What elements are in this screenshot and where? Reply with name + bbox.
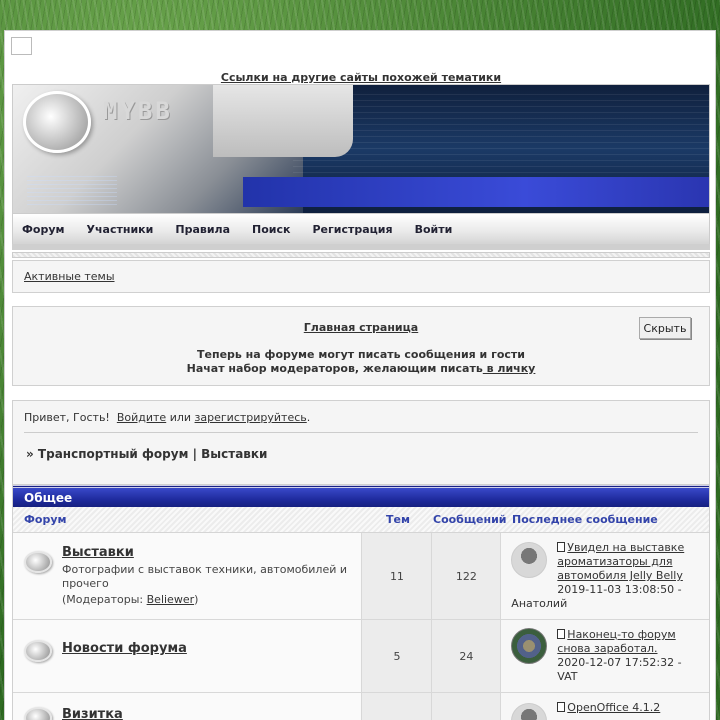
forum-row bbox=[13, 693, 709, 720]
nav-rules[interactable]: Правила bbox=[175, 222, 231, 236]
announcement-line-2 bbox=[13, 362, 709, 375]
nav-search[interactable]: Поиск bbox=[252, 222, 291, 236]
column-posts: Сообщений bbox=[433, 513, 507, 526]
forum-read-icon bbox=[24, 551, 52, 573]
user-avatar bbox=[511, 703, 547, 720]
column-last-post: Последнее сообщение bbox=[512, 513, 658, 526]
forum-moderators bbox=[62, 593, 198, 606]
last-post-link[interactable]: Увидел на выставке ароматизаторы для автомобиля Jelly Belly bbox=[557, 541, 685, 582]
announcement-line-2-text: Начат набор модераторов, желающим писать bbox=[186, 362, 483, 375]
forum-banner[interactable] bbox=[12, 84, 710, 214]
top-checkbox[interactable] bbox=[11, 37, 32, 55]
last-post-link[interactable]: Наконец-то форум снова заработал. bbox=[557, 628, 676, 655]
welcome-box bbox=[12, 400, 710, 494]
column-headers bbox=[13, 507, 709, 533]
nav-divider bbox=[12, 244, 710, 250]
column-forum: Форум bbox=[24, 513, 67, 526]
banner-small-text bbox=[27, 173, 117, 205]
mybb-logo-icon bbox=[23, 91, 91, 153]
announcement-line-1: Теперь на форуме могут писать сообщения и гости bbox=[197, 348, 525, 361]
mods-label: (Модераторы: bbox=[62, 593, 147, 606]
last-post-info bbox=[557, 701, 705, 715]
forum-name-link[interactable]: Новости форума bbox=[62, 641, 187, 656]
posts-count bbox=[432, 693, 501, 720]
page-container bbox=[4, 30, 716, 720]
banner-grey-tab bbox=[213, 85, 353, 157]
moderator-link[interactable]: Beliewer bbox=[146, 593, 195, 606]
last-post-date: 2020-12-07 17:52:32 - bbox=[557, 656, 682, 669]
register-link[interactable]: зарегистрируйтесь bbox=[194, 411, 307, 424]
forum-name-link[interactable]: Выставки bbox=[62, 545, 134, 560]
nav-forum[interactable]: Форум bbox=[22, 222, 65, 236]
pm-link[interactable]: в личку bbox=[482, 362, 536, 375]
nav-users[interactable]: Участники bbox=[86, 222, 154, 236]
welcome-separator bbox=[24, 432, 698, 433]
last-post-author: Анатолий bbox=[511, 597, 568, 610]
announcement-title[interactable]: Главная страница bbox=[303, 321, 419, 334]
user-avatar bbox=[511, 628, 547, 664]
topics-count: 5 bbox=[362, 620, 432, 692]
hide-button[interactable]: Скрыть bbox=[639, 317, 691, 339]
links-title[interactable]: Ссылки на другие сайты похожей тематики bbox=[220, 71, 502, 84]
nav-divider-striped bbox=[12, 252, 710, 258]
last-post-info bbox=[557, 541, 705, 597]
column-topics: Тем bbox=[386, 513, 410, 526]
last-post-info bbox=[557, 628, 705, 670]
forum-main-cell bbox=[13, 620, 362, 692]
topics-count bbox=[362, 693, 432, 720]
posts-count: 122 bbox=[432, 533, 501, 619]
login-link[interactable]: Войдите bbox=[116, 411, 167, 424]
last-post-date: 2019-11-03 13:08:50 - bbox=[557, 583, 682, 596]
banner-blue-stripe bbox=[243, 177, 710, 207]
active-topics-box bbox=[12, 260, 710, 293]
posts-count: 24 bbox=[432, 620, 501, 692]
logo-text: MYBB bbox=[103, 97, 173, 125]
last-post-cell bbox=[501, 620, 709, 692]
mods-end: ) bbox=[194, 593, 199, 606]
forum-read-icon bbox=[24, 640, 52, 662]
forum-row bbox=[13, 620, 709, 693]
last-post-cell bbox=[501, 693, 709, 720]
forum-main-cell bbox=[13, 693, 362, 720]
forum-row bbox=[13, 533, 709, 620]
banner-lines bbox=[293, 93, 710, 173]
user-avatar bbox=[511, 542, 547, 578]
greeting-dot: . bbox=[306, 411, 311, 424]
forum-main-cell bbox=[13, 533, 362, 619]
forum-read-icon bbox=[24, 707, 52, 720]
main-nav bbox=[12, 214, 710, 244]
document-icon bbox=[557, 629, 565, 639]
last-post-link[interactable]: OpenOffice 4.1.2 bbox=[567, 701, 661, 714]
last-post-author: VAT bbox=[557, 670, 578, 683]
forum-description: Фотографии с выставок техники, автомобилей и прочего bbox=[62, 563, 348, 590]
active-topics-link[interactable]: Активные темы bbox=[24, 270, 115, 283]
topics-count: 11 bbox=[362, 533, 432, 619]
forum-name-link[interactable]: Визитка bbox=[62, 707, 123, 720]
or-text: или bbox=[169, 411, 192, 424]
document-icon bbox=[557, 702, 565, 712]
last-post-cell bbox=[501, 533, 709, 619]
nav-register[interactable]: Регистрация bbox=[312, 222, 393, 236]
guest-greeting bbox=[24, 411, 310, 424]
forum-category-table bbox=[12, 484, 710, 720]
breadcrumb: » Транспортный форум | Выставки bbox=[26, 447, 268, 461]
category-title[interactable]: Общее bbox=[13, 485, 709, 507]
greeting-text: Привет, Гость! bbox=[24, 411, 110, 424]
announcement-box bbox=[12, 306, 710, 386]
nav-login[interactable]: Войти bbox=[414, 222, 453, 236]
document-icon bbox=[557, 542, 565, 552]
